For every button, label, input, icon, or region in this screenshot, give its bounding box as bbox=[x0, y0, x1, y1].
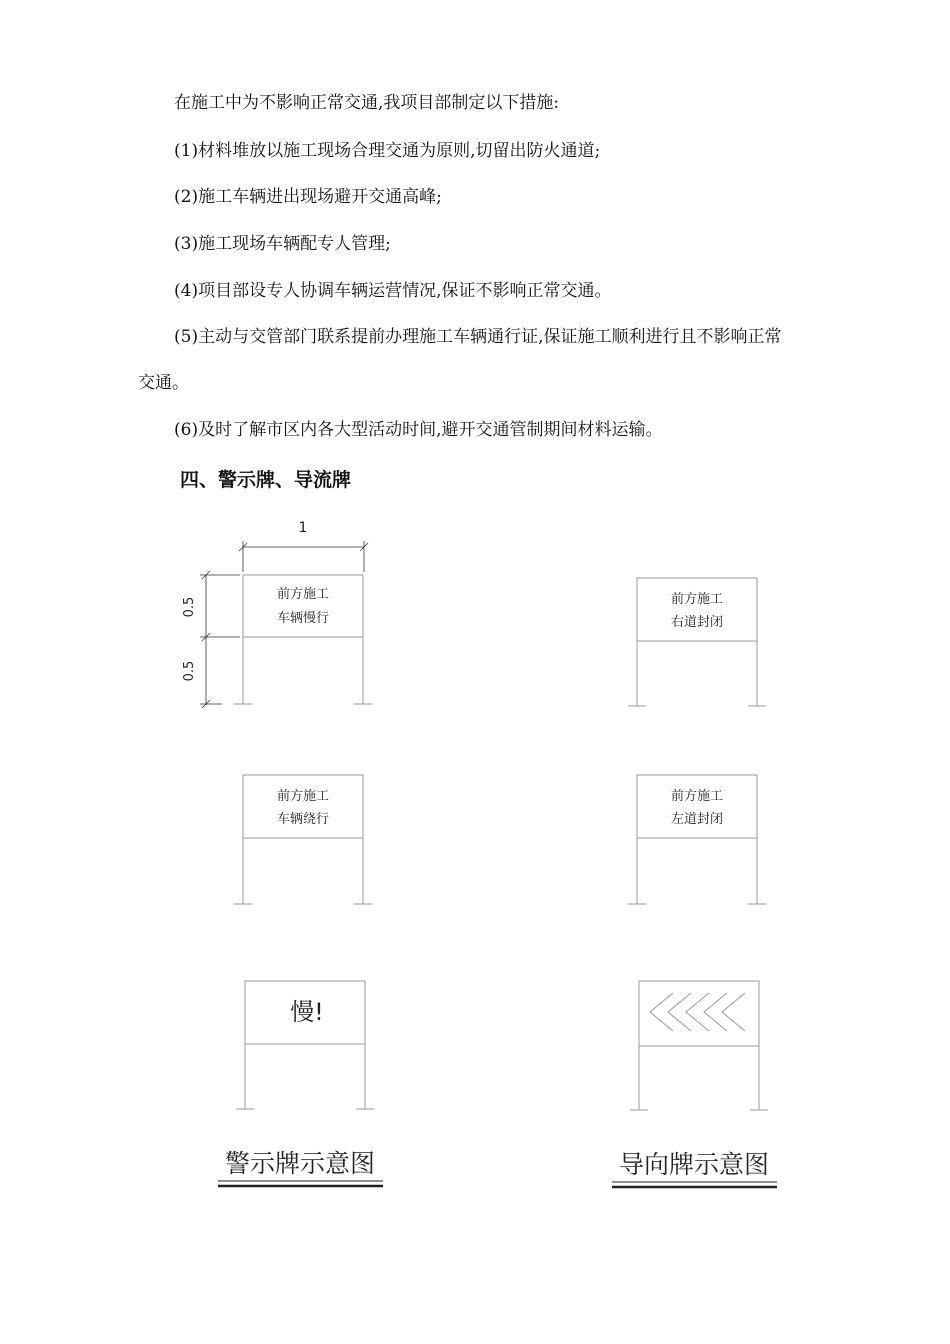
sign-right-lane-closed bbox=[628, 578, 766, 706]
caption-guide-text: 导向牌示意图 bbox=[618, 1150, 770, 1179]
caption-guide-sign bbox=[612, 1150, 777, 1187]
sign-text-line2: 左道封闭 bbox=[670, 812, 724, 827]
sign-text-line2: 车辆慢行 bbox=[276, 611, 330, 626]
paragraph-item-6: (6)及时了解市区内各大型活动时间,避开交通管制期间材料运输。 bbox=[174, 420, 663, 440]
sign-left-lane-closed bbox=[628, 775, 766, 904]
upper-height-label: 0.5 bbox=[182, 596, 197, 618]
sign-slow bbox=[236, 981, 374, 1109]
width-dimension bbox=[239, 520, 368, 572]
sign-detour bbox=[234, 775, 372, 904]
paragraph-item-5: (5)主动与交管部门联系提前办理施工车辆通行证,保证施工顺利进行且不影响正常 bbox=[174, 327, 782, 347]
sign-text-line2: 右道封闭 bbox=[670, 615, 724, 630]
sign-text-line1: 前方施工 bbox=[670, 789, 724, 804]
sign-slow-down bbox=[234, 575, 372, 704]
sign-text-line1: 前方施工 bbox=[670, 592, 724, 607]
caption-warning-sign bbox=[218, 1149, 383, 1186]
width-label: 1 bbox=[298, 520, 308, 536]
paragraph-item-2: (2)施工车辆进出现场避开交通高峰; bbox=[174, 187, 442, 207]
sign-text-line1: 前方施工 bbox=[276, 789, 330, 804]
paragraph-item-3: (3)施工现场车辆配专人管理; bbox=[174, 234, 391, 254]
caption-warning-text: 警示牌示意图 bbox=[224, 1149, 376, 1178]
paragraph-intro: 在施工中为不影响正常交通,我项目部制定以下措施: bbox=[174, 93, 560, 113]
paragraph-item-5-continued: 交通。 bbox=[138, 373, 189, 393]
section-heading: 四、警示牌、导流牌 bbox=[180, 469, 352, 491]
lower-height-label: 0.5 bbox=[182, 660, 197, 682]
sign-chevron-guide bbox=[630, 981, 768, 1110]
paragraph-item-4: (4)项目部设专人协调车辆运营情况,保证不影响正常交通。 bbox=[174, 281, 612, 301]
sign-text-line1: 前方施工 bbox=[276, 587, 330, 602]
sign-text-line2: 车辆绕行 bbox=[276, 812, 330, 827]
paragraph-item-1: (1)材料堆放以施工现场合理交通为原则,切留出防火通道; bbox=[174, 141, 601, 161]
height-dimension bbox=[182, 571, 240, 708]
sign-slow-text: 慢! bbox=[290, 998, 324, 1026]
